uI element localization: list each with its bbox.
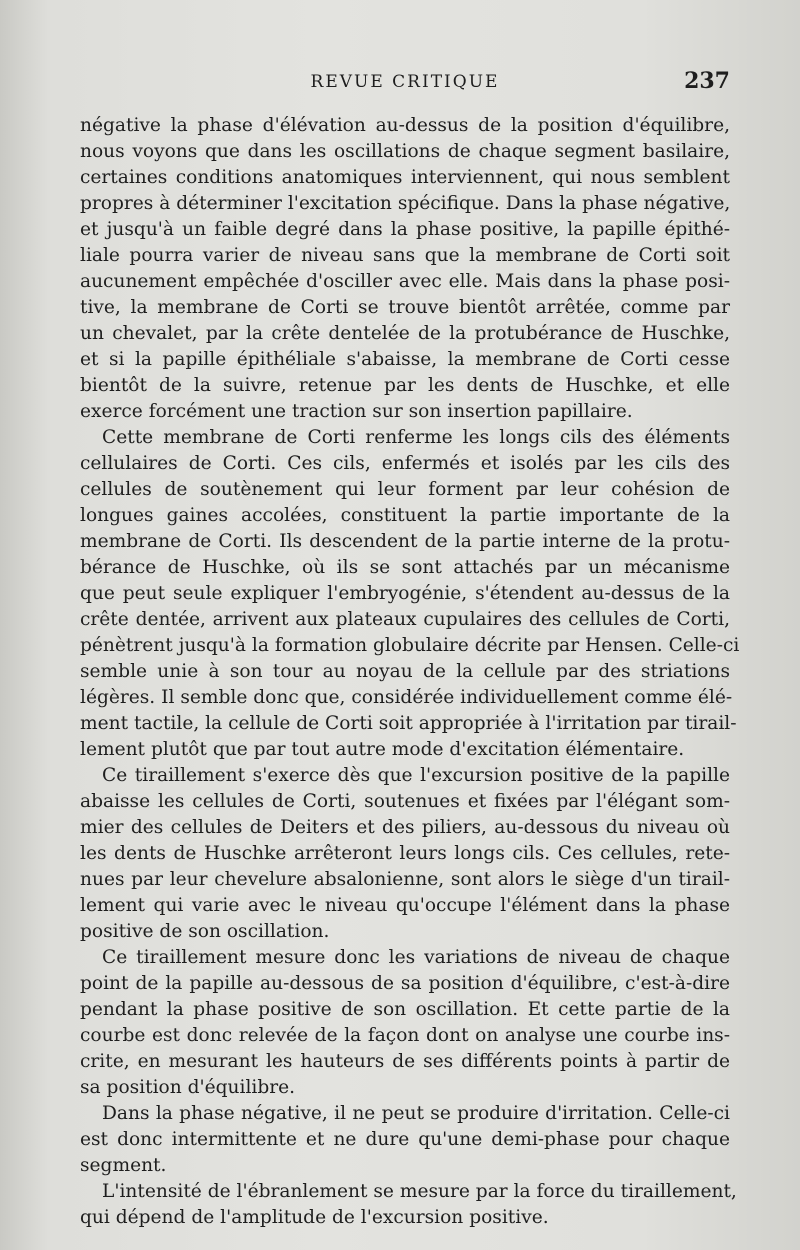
body-text: [80, 113, 740, 1231]
text-line: certaines conditions anatomiques interviennent, qui nous semblent: [80, 167, 730, 188]
text-line: aucunement empêchée d'osciller avec elle. Mais dans la phase posi-: [80, 271, 730, 292]
text-line: ment tactile, la cellule de Corti soit appropriée à l'irritation par tirail-: [80, 713, 737, 734]
text-line: lement qui varie avec le niveau qu'occupe l'élément dans la phase: [80, 895, 730, 916]
text-line: pénètrent jusqu'à la formation globulaire décrite par Hensen. Celle-ci: [80, 635, 740, 656]
text-line: exerce forcément une traction sur son insertion papillaire.: [80, 401, 633, 422]
text-line: crite, en mesurant les hauteurs de ses différents points à partir de: [80, 1051, 730, 1072]
text-line: pendant la phase positive de son oscillation. Et cette partie de la: [80, 999, 730, 1020]
text-line: un chevalet, par la crête dentelée de la protubérance de Huschke,: [80, 323, 730, 344]
text-line: et si la papille épithéliale s'abaisse, la membrane de Corti cesse: [80, 349, 730, 370]
text-line: sa position d'équilibre.: [80, 1077, 296, 1098]
text-line: semble unie à son tour au noyau de la cellule par des striations: [80, 661, 730, 682]
text-line: cellules de soutènement qui leur forment par leur cohésion de: [80, 479, 730, 500]
text-line: mier des cellules de Deiters et des piliers, au-dessous du niveau où: [80, 817, 730, 838]
page-header: [80, 68, 730, 102]
text-line: et jusqu'à un faible degré dans la phase positive, la papille épithé-: [80, 219, 730, 240]
text-line: Dans la phase négative, il ne peut se produire d'irritation. Celle-ci: [102, 1103, 730, 1124]
text-line: longues gaines accolées, constituent la partie importante de la: [80, 505, 730, 526]
text-line: est donc intermittente et ne dure qu'une demi-phase pour chaque: [80, 1129, 730, 1150]
text-line: cellulaires de Corti. Ces cils, enfermés et isolés par les cils des: [80, 453, 730, 474]
text-line: crête dentée, arrivent aux plateaux cupulaires des cellules de Corti,: [80, 609, 730, 630]
page-number: 237: [684, 68, 730, 94]
text-line: propres à déterminer l'excitation spécifique. Dans la phase négative,: [80, 193, 731, 214]
text-line: Ce tiraillement mesure donc les variations de niveau de chaque: [102, 947, 730, 968]
text-line: bérance de Huschke, où ils se sont attachés par un mécanisme: [80, 557, 730, 578]
text-line: négative la phase d'élévation au-dessus de la position d'équilibre,: [80, 115, 730, 136]
text-line: Cette membrane de Corti renferme les longs cils des éléments: [102, 427, 730, 448]
text-line: tive, la membrane de Corti se trouve bientôt arrêtée, comme par: [80, 297, 730, 318]
text-line: nues par leur chevelure absalonienne, sont alors le siège d'un tirail-: [80, 869, 730, 890]
text-line: lement plutôt que par tout autre mode d'excitation élémentaire.: [80, 739, 685, 760]
text-line: point de la papille au-dessous de sa position d'équilibre, c'est-à-dire: [80, 973, 730, 994]
text-line: abaisse les cellules de Corti, soutenues et fixées par l'élégant som-: [80, 791, 730, 812]
text-line: Ce tiraillement s'exerce dès que l'excursion positive de la papille: [102, 765, 730, 786]
text-line: positive de son oscillation.: [80, 921, 330, 942]
text-line: liale pourra varier de niveau sans que la membrane de Corti soit: [80, 245, 730, 266]
text-line: que peut seule expliquer l'embryogénie, s'étendent au-dessus de la: [80, 583, 730, 604]
text-line: courbe est donc relevée de la façon dont on analyse une courbe ins-: [80, 1025, 730, 1046]
text-line: les dents de Huschke arrêteront leurs longs cils. Ces cellules, rete-: [80, 843, 730, 864]
text-line: nous voyons que dans les oscillations de chaque segment basilaire,: [80, 141, 730, 162]
text-line: membrane de Corti. Ils descendent de la partie interne de la protu-: [80, 531, 730, 552]
text-line: légères. Il semble donc que, considérée individuellement comme élé-: [80, 687, 733, 708]
text-line: qui dépend de l'amplitude de l'excursion positive.: [80, 1207, 549, 1228]
running-title: REVUE CRITIQUE: [310, 72, 500, 92]
text-line: bientôt de la suivre, retenue par les dents de Huschke, et elle: [80, 375, 730, 396]
text-line: L'intensité de l'ébranlement se mesure par la force du tiraillement,: [102, 1181, 737, 1202]
text-line: segment.: [80, 1155, 167, 1176]
